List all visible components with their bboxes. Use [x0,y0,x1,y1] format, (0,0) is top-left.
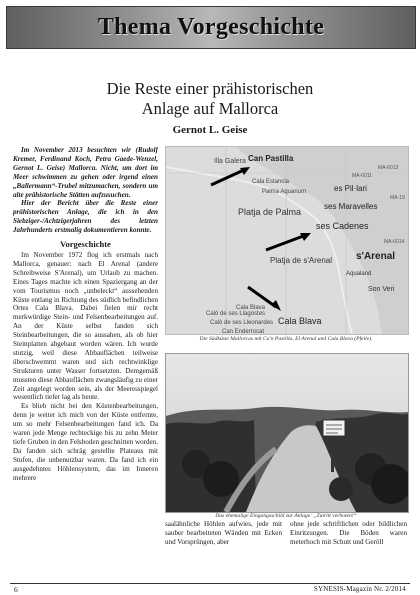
article-title-line2: Anlage auf Mallorca [141,99,279,118]
body-paragraph-1: Im November 1972 flog ich erstmals nach Mallorca, genauer: nach El Arenal (andere Schreibweise S'Arenal), um Urlaub zu machen. Eines Tages machte ich einen Spaziergang an der vom Tourismus noch „unbeleckt“ aussehenden Küste entlang in Richtung des südlich befindlichen Ortes Cala Blava. Dabei fielen mir recht merkwürdige Stein- und Felsenbearbeitungen auf. An der Küste selbst fanden sich Steinbearbeitungen, die so aussahen, als ob hier Steinplatten abgebaut worden wären. Ich wurde stutzig, weil diese Abbauflächen teilweise überschwemmt waren und sich rechtwinklige Strukturen unter Wasser fortsetzten. Demgemäß mussten diese Abbauflächen zwangsläufig zu einer Zeit angelegt worden sein, als der Meeresspiegel wesentlich tiefer lag als heute. [13,250,158,402]
map-label: MA-6013 [378,165,399,171]
photo-svg [166,354,408,512]
article-title-line1: Die Reste einer prähistorischen [106,79,314,98]
intro-paragraph: Im November 2013 besuchten wir (Rudolf Kremer, Ferdinand Koch, Petra Gaede-Wenzel, Gernot L. Geise) Mallorca. Nicht, um dort im Meer schwimmen zu gehen oder irgend einen „Ballermann“-Trubel mitzumachen, sondern um alte prähistorische Stätten aufzusuchen. [13,146,158,199]
map-label: es Pil·lari [334,184,367,193]
left-text-column [13,146,158,581]
map-label: Can Enderrocat [222,329,265,334]
body-paragraph-2: Es blieb nicht bei den Küstenbearbeitungen, denn je weiter ich mich von der Küste entfernte, um so mehr Felsenbearbeitungen fand ich. Da waren jede Menge rechteckige bis zu zehn Meter tiefe Gruben in den Felsboden geschnitten worden. Da fanden sich schräg gestellte Plateaus mit Stufen, die unbenutzbar waren. Da fand ich ein ausgedehntes Höhlensystem, das im Inneren mehrere [13,402,158,482]
banner-title: Thema Vorgeschichte [97,14,325,40]
photo-caption: Das ehemalige Eingangsschild zur Anlage: „Zutritt verboten!“ [215,513,357,519]
bottom-text-column-3: ohne jede schriftlichen oder bildlichen Einritzungen. Die Böden waren meterhoch mit Schutt und Geröll [290,520,407,546]
map-label: Calò de ses Lleonardes [210,320,274,326]
map-label: Cala Blava [278,316,322,326]
article-author: Gernot L. Geise [172,124,248,136]
magazine-issue: SYNESIS-Magazin Nr. 2/2014 [313,585,406,593]
map-label: MA-6011 [352,173,372,179]
section-heading: Vorgeschichte [60,239,111,250]
map-label: Platja de Palma [238,207,302,217]
map-label: Cala Blava [236,305,266,311]
map-label: MA-19 [390,195,405,201]
section-banner [6,6,416,49]
map-label: Can Pastilla [248,154,294,163]
map-label: Platja de s'Arenal [270,256,333,265]
map-label: Aqualand [346,271,372,277]
map-figure [165,146,409,335]
page-footer [10,583,410,595]
entrance-photo [165,353,409,513]
map-label: ses Maravelles [324,202,378,211]
map-label: Calò de ses Llagostes [206,311,266,317]
intro-paragraph-2: Hier der Bericht über die Reste einer prähistorischen Anlage, die ich in den Siebziger-/Achtzigerjahren des letzten Jahrhunderts erstmalig dokumentieren konnte. [13,199,158,235]
map-caption: Die Südküste Mallorcas mit Ca'n Pastilla, El Arenal und Cala Blava (Pfeile). [199,336,373,342]
map-label: Palma Aquarium [262,189,307,195]
bottom-text-column-2: saalähnliche Höhlen aufwies, jede mit sauber bearbeiteten Wänden mit Ecken und Vorsprüngen, aber [165,520,282,546]
page-number: 6 [14,585,18,594]
map-label: s'Arenal [356,251,396,262]
map-svg [166,147,408,334]
map-label: Son Veri [368,286,395,293]
map-label: Illa Galera [214,158,246,165]
map-label: Cala Estancia [252,179,290,185]
map-label: MA-6014 [384,239,405,245]
map-label: ses Cadenes [316,221,369,231]
